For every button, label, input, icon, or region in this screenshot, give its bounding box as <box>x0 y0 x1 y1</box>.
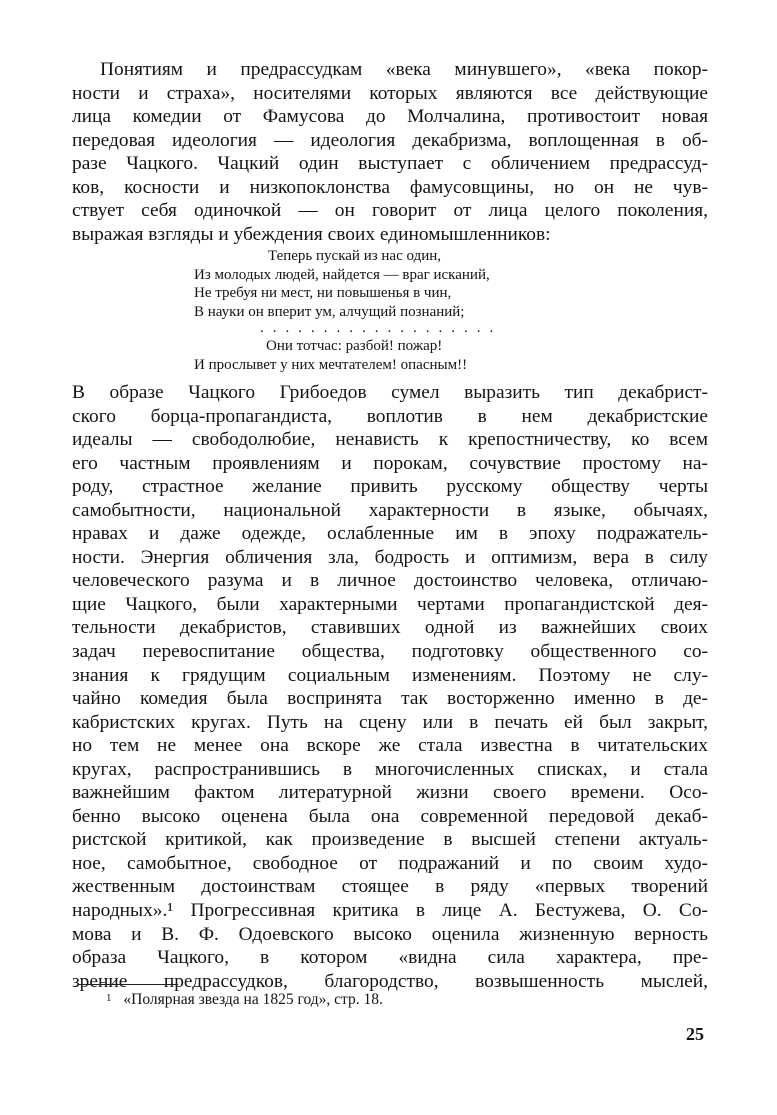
verse-line: Из молодых людей, найдется — враг исканий, <box>194 266 490 283</box>
verse-line: Они тотчас: разбой! пожар! <box>266 338 443 355</box>
text-line: ности и страха», носителями которых являются все действующие <box>72 82 708 104</box>
text-line: нравах и даже одежде, ослабленные им в эпоху подражатель- <box>72 523 708 545</box>
verse-line: В науки он вперит ум, алчущий познаний; <box>194 303 465 320</box>
verse-ellipsis: ................... <box>260 320 503 337</box>
text-line: народных».¹ Прогрессивная критика в лице А. Бестужева, О. Со- <box>72 900 708 922</box>
text-line: ков, косности и низкопоклонства фамусовщины, но он не чув- <box>72 176 708 198</box>
text-line: важнейшим фактом литературной жизни своего времени. Осо- <box>72 782 708 804</box>
footnote-divider <box>78 984 178 985</box>
text-line: чайно комедия была воспринята так восторженно именно в де- <box>72 688 708 710</box>
text-line: зрение предрассудков, благородство, возвышенность мыслей, <box>72 970 708 992</box>
text-line: но тем не менее она вскоре же стала известна в читательских <box>72 735 708 757</box>
text-line: роду, страстное желание привить русскому обществу черты <box>72 476 708 498</box>
text-line: передовая идеология — идеология декабризма, воплощенная в об- <box>72 129 708 151</box>
text-line: бенно высоко оценена была она современной передовой декаб- <box>72 805 708 827</box>
footnote <box>106 990 383 1010</box>
text-line: ского борца-пропагандиста, воплотив в нем декабристские <box>72 405 708 427</box>
text-line: образа Чацкого, в котором «видна сила характера, пре- <box>72 947 708 969</box>
verse-line: И прослывет у них мечтателем! опасным!! <box>194 356 468 373</box>
text-line: щие Чацкого, были характерными чертами пропагандистской дея- <box>72 593 708 615</box>
text-line: В образе Чацкого Грибоедов сумел выразить тип декабрист- <box>72 382 708 403</box>
text-line: знания к грядущим социальным изменениям. Поэтому не слу- <box>72 664 708 686</box>
text-line: ности. Энергия обличения зла, бодрость и оптимизм, вера в силу <box>72 546 708 568</box>
text-line: лица комедии от Фамусова до Молчалина, противостоит новая <box>72 106 708 128</box>
text-line: кругах, распространившись в многочисленных списках, и стала <box>72 758 708 780</box>
footnote-text: «Полярная звезда на 1825 год», стр. 18. <box>123 991 383 1008</box>
paragraph-main <box>72 381 708 993</box>
verse-line: Не требуя ни мест, ни повышенья в чин, <box>194 285 452 302</box>
text-line: тельности декабристов, ставивших одной из важнейших своих <box>72 617 708 639</box>
page-number: 25 <box>686 1024 704 1044</box>
text-line: человеческого разума и в личное достоинство человека, отличаю- <box>72 570 708 592</box>
text-line: ристской критикой, как произведение в высшей степени актуаль- <box>72 829 708 851</box>
text-line: задач перевоспитание общества, подготовку общественного со- <box>72 641 708 663</box>
text-line: ное, самобытное, свободное от подражаний и по своим худо- <box>72 852 708 874</box>
text-line: выражая взгляды и убеждения своих единомышленников: <box>72 223 551 245</box>
text-line: мова и В. Ф. Одоевского высоко оценила жизненную верность <box>72 923 708 945</box>
text-line: Понятиям и предрассудкам «века минувшего», «века покор- <box>100 59 708 80</box>
text-line: самобытности, национальной характерности в языке, обычаях, <box>72 499 708 521</box>
text-line: кабристских кругах. Путь на сцену или в печать ей был закрыт, <box>72 711 708 733</box>
text-line: ствует себя одиночкой — он говорит от лица целого поколения, <box>72 200 708 222</box>
text-line: разе Чацкого. Чацкий один выступает с обличением предрассуд- <box>72 153 708 175</box>
footnote-marker: 1 <box>106 992 112 1004</box>
text-line: идеалы — свободолюбие, ненависть к крепостничеству, ко всем <box>72 429 708 451</box>
verse-quote <box>194 247 634 375</box>
paragraph-intro <box>72 58 708 246</box>
text-line: жественным достоинствам стоящее в ряду «первых творений <box>72 876 708 898</box>
verse-line: Теперь пускай из нас один, <box>268 248 442 264</box>
text-line: его частным проявлениям и порокам, сочувствие простому на- <box>72 452 708 474</box>
